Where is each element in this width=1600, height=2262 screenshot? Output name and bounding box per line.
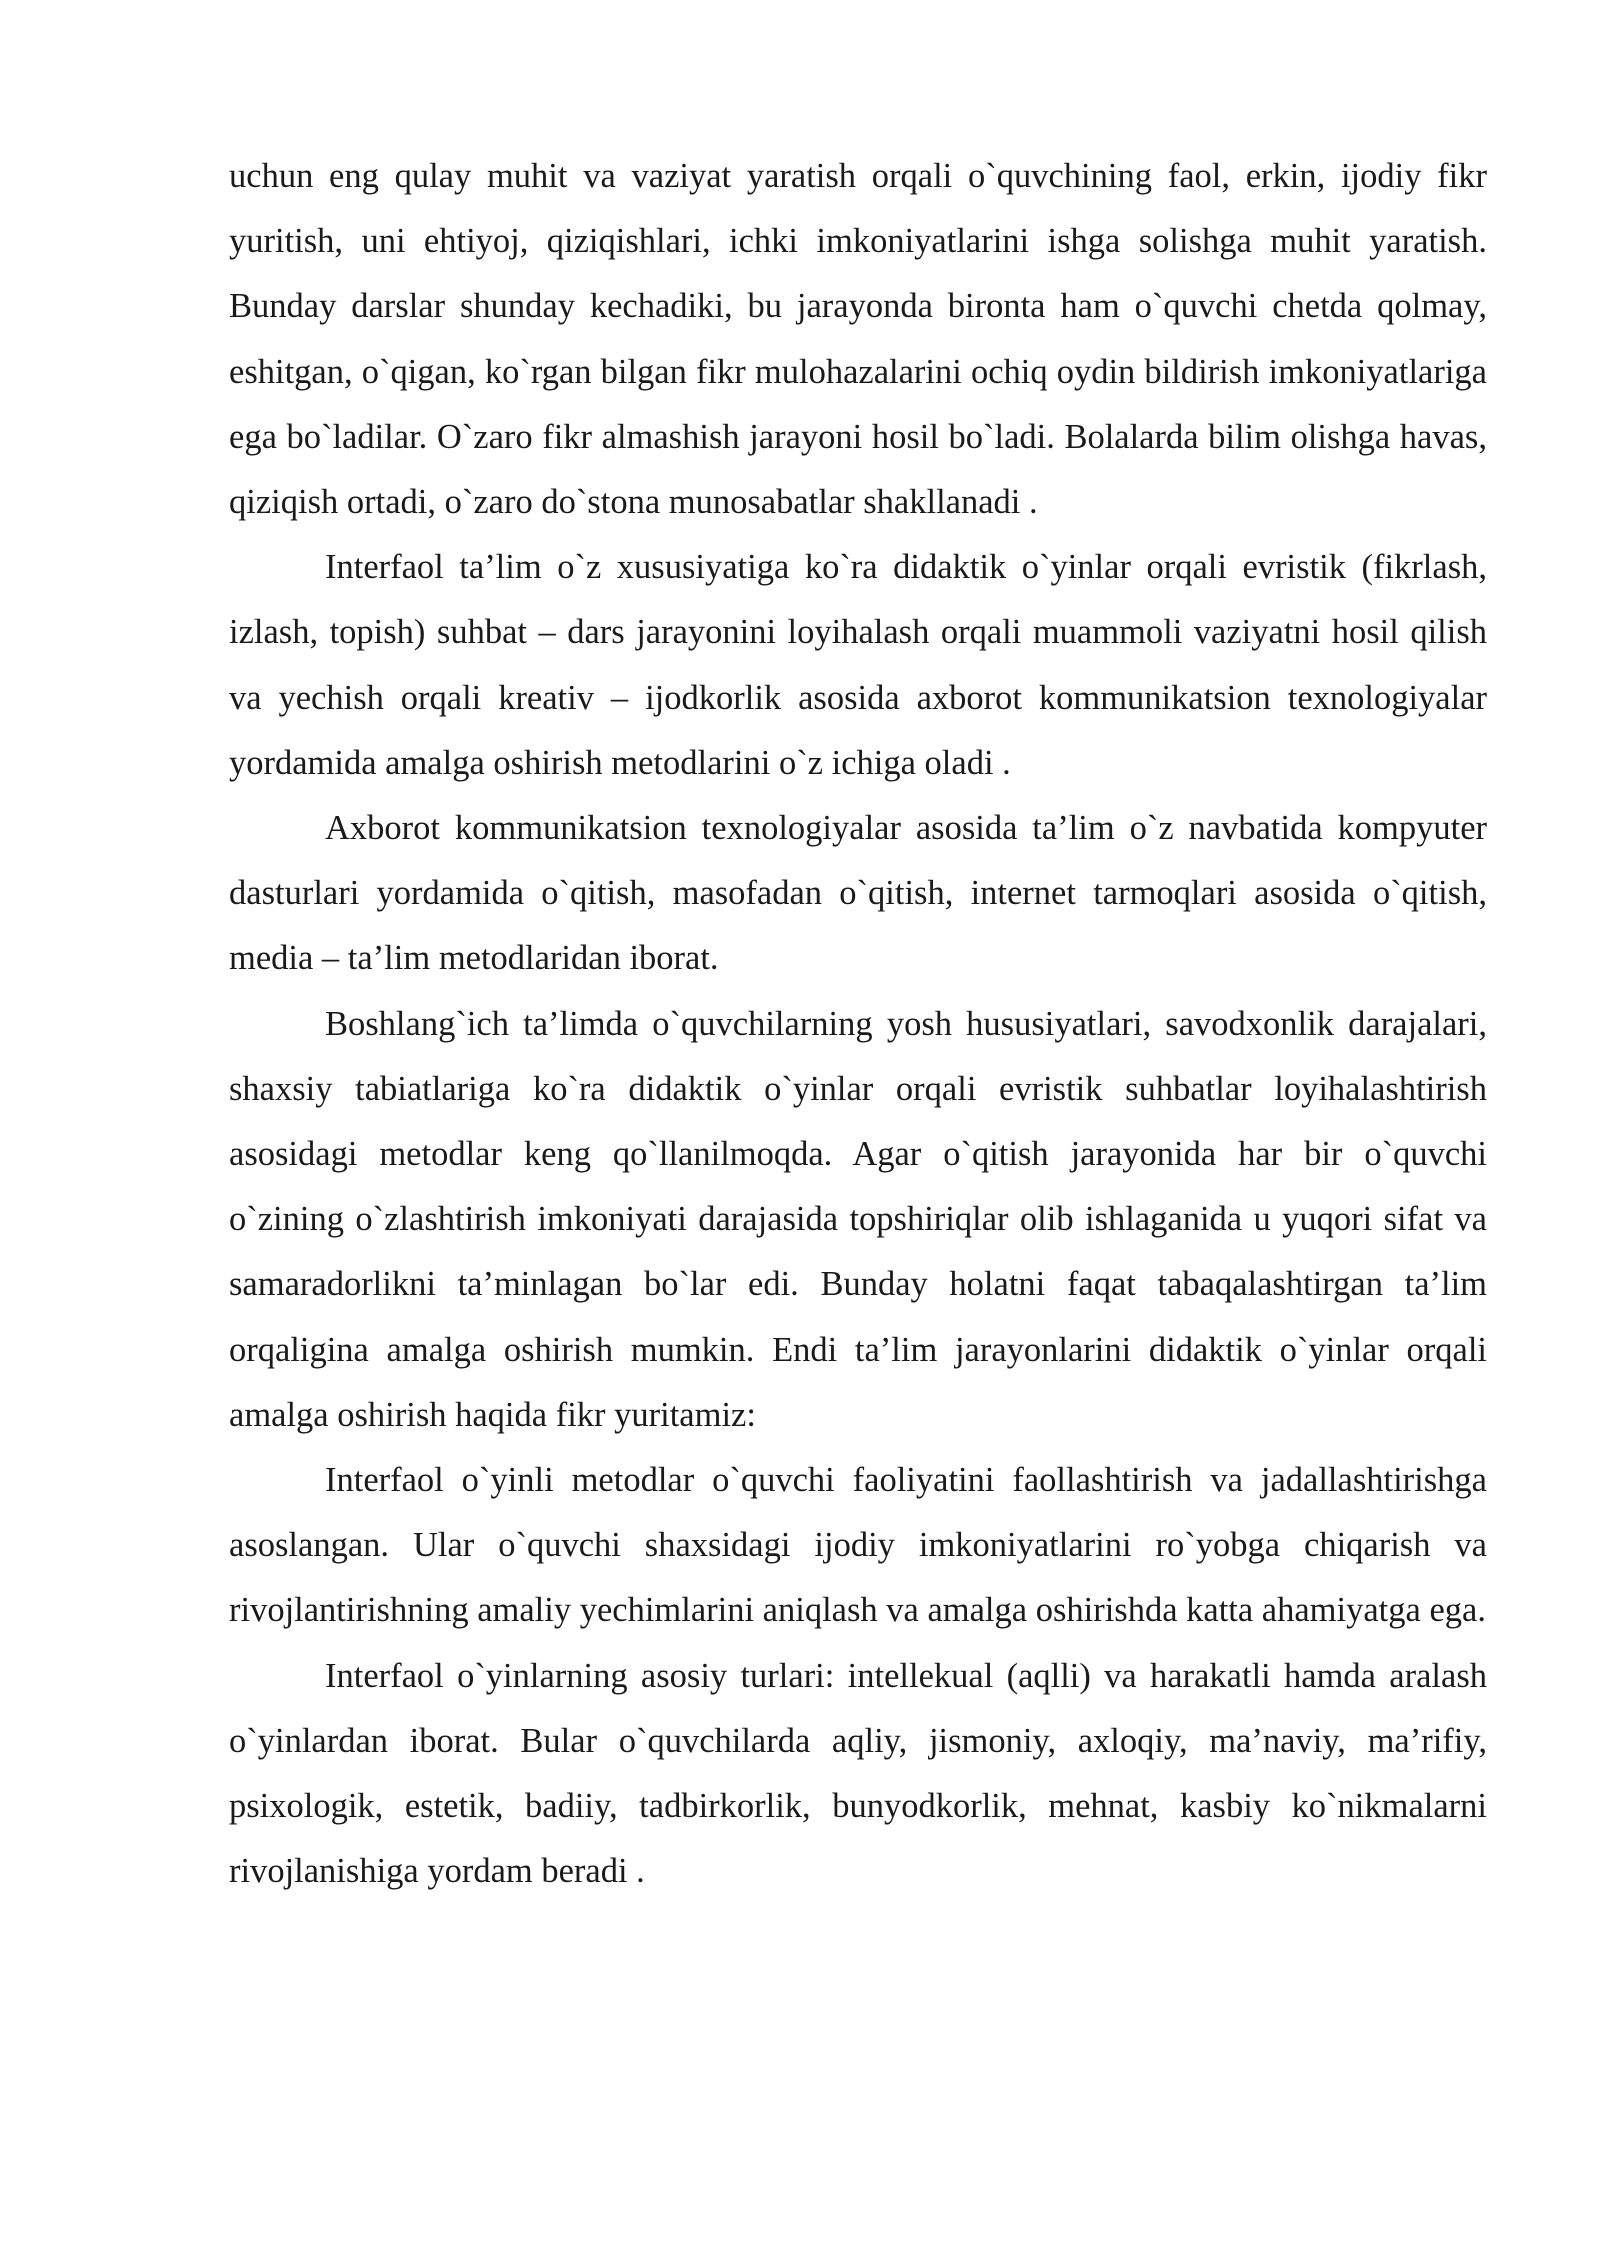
paragraph: Boshlang`ich ta’limda o`quvchilarning yosh hususiyatlari, savodxonlik darajalari, shaxsiy tabiatlariga ko`ra didaktik o`yinlar orqali evristik suhbatlar loyihalashtirish asosidagi metodlar keng qo`llanilmoqda. Agar o`qitish jarayonida har bir o`quvchi o`zining o`zlashtirish imkoniyati darajasida topshiriqlar olib ishlaganida u yuqori sifat va samaradorlikni ta’minlagan bo`lar edi. Bunday holatni faqat tabaqalashtirgan ta’lim orqaligina amalga oshirish mumkin. Endi ta’lim jarayonlarini didaktik o`yinlar orqali amalga oshirish haqida fikr yuritamiz: bbox=[229, 1004, 1487, 1434]
document-body bbox=[229, 144, 1487, 1904]
paragraph: uchun eng qulay muhit va vaziyat yaratish orqali o`quvchining faol, erkin, ijodiy fikr yuritish, uni ehtiyoj, qiziqishlari, ichki imkoniyatlarini ishga solishga muhit yaratish. Bunday darslar shunday kechadiki, bu jarayonda bironta ham o`quvchi chetda qolmay, eshitgan, o`qigan, ko`rgan bilgan fikr mulohazalarini ochiq oydin bildirish imkoniyatlariga ega bo`ladilar. O`zaro fikr almashish jarayoni hosil bo`ladi. Bolalarda bilim olishga havas, qiziqish ortadi, o`zaro do`stona munosabatlar shakllanadi . bbox=[229, 157, 1487, 522]
paragraph: Interfaol o`yinlarning asosiy turlari: intellekual (aqlli) va harakatli hamda aralash o`yinlardan iborat. Bular o`quvchilarda aqliy, jismoniy, axloqiy, ma’naviy, ma’rifiy, psixologik, estetik, badiiy, tadbirkorlik, bunyodkorlik, mehnat, kasbiy ko`nikmalarni rivojlanishiga yordam beradi . bbox=[229, 1656, 1487, 1891]
paragraph: Axborot kommunikatsion texnologiyalar asosida ta’lim o`z navbatida kompyuter dasturlari yordamida o`qitish, masofadan o`qitish, internet tarmoqlari asosida o`qitish, media – ta’lim metodlaridan iborat. bbox=[229, 809, 1487, 978]
paragraph: Interfaol ta’lim o`z xususiyatiga ko`ra didaktik o`yinlar orqali evristik (fikrlash, izlash, topish) suhbat – dars jarayonini loyihalash orqali muammoli vaziyatni hosil qilish va yechish orqali kreativ – ijodkorlik asosida axborot kommunikatsion texnologiyalar yordamida amalga oshirish metodlarini o`z ichiga oladi . bbox=[229, 548, 1487, 782]
paragraph: Interfaol o`yinli metodlar o`quvchi faoliyatini faollashtirish va jadallashtirishga asoslangan. Ular o`quvchi shaxsidagi ijodiy imkoniyatlarini ro`yobga chiqarish va rivojlantirishning amaliy yechimlarini aniqlash va amalga oshirishda katta ahamiyatga ega. bbox=[229, 1461, 1487, 1630]
